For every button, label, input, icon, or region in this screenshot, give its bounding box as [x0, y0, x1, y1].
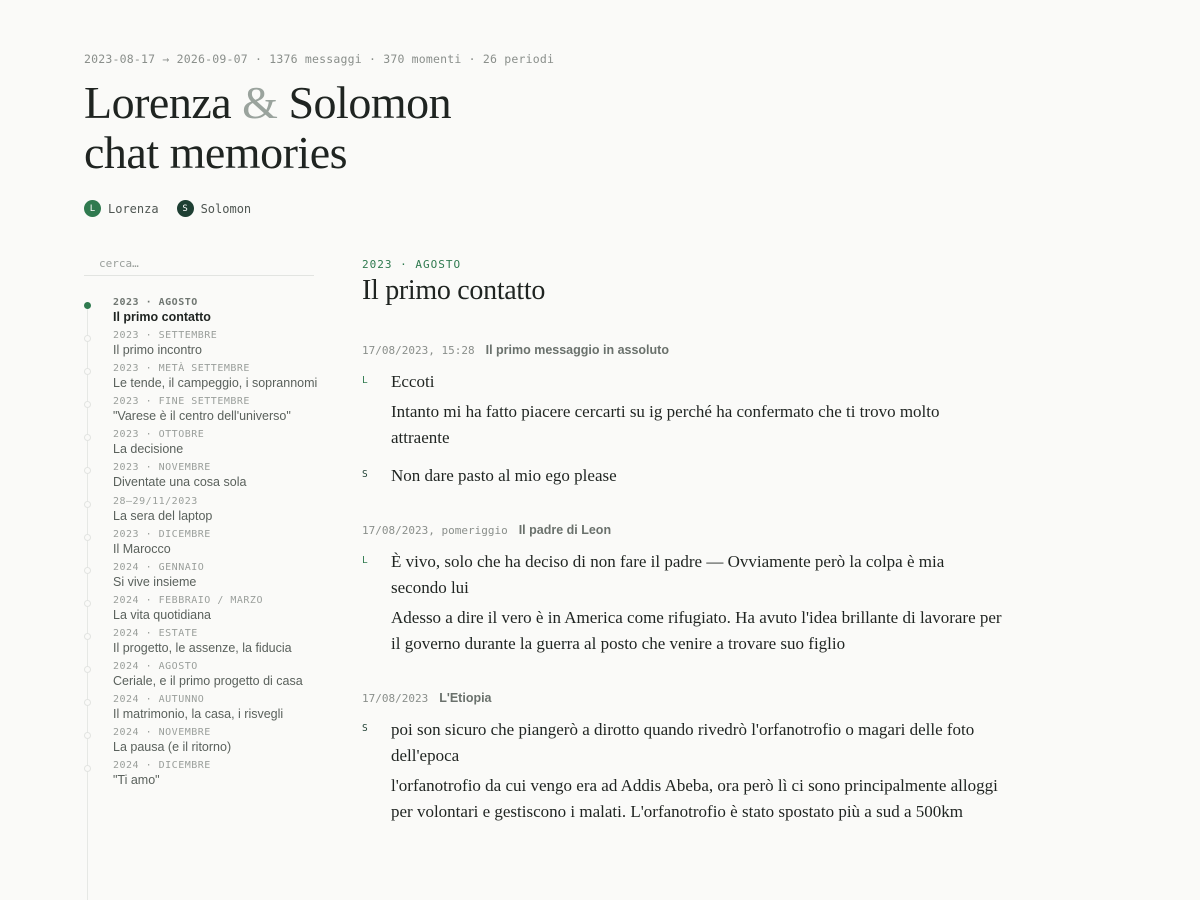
participants-legend — [84, 200, 251, 217]
moment-header — [362, 523, 1002, 537]
period-label: 2023 · AGOSTO — [362, 258, 462, 271]
timeline-item[interactable] — [84, 329, 324, 359]
timeline-item-title: Le tende, il campeggio, i soprannomi — [113, 376, 318, 391]
archive-summary: 2023-08-17 → 2026-09-07 · 1376 messaggi · 370 momenti · 26 periodi — [84, 52, 555, 66]
timeline-item-date: 2023 · DICEMBRE — [113, 528, 211, 540]
search-input[interactable] — [84, 252, 314, 276]
timeline-dot-icon — [84, 600, 91, 607]
sender-initial: L — [362, 555, 368, 566]
message-group — [362, 463, 1002, 489]
participant-name: Lorenza — [108, 201, 159, 216]
message-text: Adesso a dire il vero è in America come rifugiato. Ha avuto l'idea brillante di lavorare per il governo durante la guerra al posto che venire a trovare suo figlio — [391, 608, 1002, 653]
timeline-dot-icon — [84, 666, 91, 673]
timeline-item[interactable] — [84, 296, 324, 326]
message-text: È vivo, solo che ha deciso di non fare il padre — Ovviamente però la colpa è mia secondo lui — [391, 552, 945, 597]
participant-lorenza — [84, 200, 159, 217]
sender-initial: S — [362, 469, 368, 480]
participant-name: Solomon — [200, 201, 252, 216]
moment — [362, 523, 1002, 657]
moment-title: Il padre di Leon — [518, 523, 612, 537]
moment — [362, 343, 1002, 489]
message-text: poi son sicuro che piangerò a dirotto quando rivedrò l'orfanotrofio o magari delle foto dell'epoca — [391, 720, 975, 765]
timeline-dot-icon — [84, 567, 91, 574]
timeline-item-title: La vita quotidiana — [113, 607, 211, 622]
message-text: l'orfanotrofio da cui vengo era ad Addis Abeba, ora però lì ci sono principalmente alloggi per volontari e gestiscono i malati. L'orfanotrofio è stato spostato più a sud a 500km — [391, 776, 998, 821]
avatar-solomon: S — [177, 200, 194, 217]
timeline-item-title: "Varese è il centro dell'universo" — [113, 409, 291, 424]
timeline-dot-icon — [84, 434, 91, 441]
timeline-item-title: "Ti amo" — [113, 773, 160, 788]
timeline-item-date: 2023 · FINE SETTEMBRE — [113, 396, 250, 408]
timeline-item[interactable] — [84, 495, 324, 525]
timeline-item[interactable] — [84, 660, 324, 690]
period-content — [362, 258, 1002, 825]
timeline-dot-icon — [84, 467, 91, 474]
message-text: Eccoti — [391, 372, 435, 391]
timeline-item-title: Ceriale, e il primo progetto di casa — [113, 674, 303, 689]
timeline-item-date: 2023 · AGOSTO — [113, 297, 198, 308]
moment-timestamp: 17/08/2023 — [362, 692, 429, 705]
period-timeline — [84, 296, 324, 900]
title-name-1: Lorenza — [84, 77, 232, 128]
timeline-item-title: La pausa (e il ritorno) — [113, 740, 232, 755]
timeline-dot-icon — [84, 302, 91, 309]
timeline-item[interactable] — [84, 461, 324, 491]
timeline-item[interactable] — [84, 726, 324, 756]
timeline-item-title: Il Marocco — [113, 541, 171, 556]
title-ampersand: & — [242, 77, 278, 128]
timeline-dot-icon — [84, 633, 91, 640]
moment-timestamp: 17/08/2023, pomeriggio — [362, 524, 508, 537]
period-title: Il primo contatto — [362, 275, 546, 306]
timeline-item-title: Diventate una cosa sola — [113, 475, 247, 490]
timeline-item-title: Il progetto, le assenze, la fiducia — [113, 640, 292, 655]
timeline-item[interactable] — [84, 759, 324, 789]
timeline-item-title: Si vive insieme — [113, 574, 197, 589]
moment-header — [362, 343, 1002, 357]
timeline-item-date: 2024 · GENNAIO — [113, 561, 205, 573]
timeline-item-date: 2023 · OTTOBRE — [113, 429, 205, 441]
timeline-item-title: Il primo contatto — [113, 310, 211, 324]
message-group — [362, 549, 1002, 657]
timeline-dot-icon — [84, 335, 91, 342]
timeline-item[interactable] — [84, 395, 324, 425]
timeline-item-date: 2024 · ESTATE — [113, 627, 198, 639]
participant-solomon — [177, 200, 252, 217]
timeline-item-date: 2024 · FEBBRAIO / MARZO — [113, 594, 263, 606]
moment — [362, 691, 1002, 825]
timeline-item-date: 2023 · METÀ SETTEMBRE — [113, 363, 250, 375]
timeline-item-date: 2024 · AUTUNNO — [113, 694, 205, 706]
moment-title: L'Etiopia — [439, 691, 492, 705]
timeline-dot-icon — [84, 699, 91, 706]
timeline-dot-icon — [84, 732, 91, 739]
timeline-item-title: Il primo incontro — [113, 343, 202, 358]
timeline-dot-icon — [84, 765, 91, 772]
page-title — [84, 78, 451, 178]
moment-header — [362, 691, 1002, 705]
timeline-item[interactable] — [84, 528, 324, 558]
timeline-item[interactable] — [84, 594, 324, 624]
timeline-item[interactable] — [84, 428, 324, 458]
message-group — [362, 369, 1002, 451]
moment-title: Il primo messaggio in assoluto — [485, 343, 669, 357]
timeline-item-date: 2024 · AGOSTO — [113, 661, 198, 673]
timeline-dot-icon — [84, 501, 91, 508]
timeline-item-date: 2024 · DICEMBRE — [113, 760, 211, 772]
message-text: Intanto mi ha fatto piacere cercarti su ig perché ha confermato che ti trovo molto attraente — [391, 402, 940, 447]
title-name-2: Solomon — [288, 77, 452, 128]
timeline-item-date: 2023 · SETTEMBRE — [113, 330, 218, 342]
timeline-item[interactable] — [84, 561, 324, 591]
timeline-item[interactable] — [84, 693, 324, 723]
message-text: Non dare pasto al mio ego please — [391, 466, 617, 485]
timeline-item[interactable] — [84, 362, 324, 392]
timeline-item-title: Il matrimonio, la casa, i risvegli — [113, 707, 284, 722]
timeline-item-date: 2024 · NOVEMBRE — [113, 727, 211, 739]
timeline-dot-icon — [84, 534, 91, 541]
timeline-dot-icon — [84, 368, 91, 375]
timeline-item-date: 2023 · NOVEMBRE — [113, 462, 211, 474]
title-subtitle: chat memories — [84, 127, 348, 178]
sender-initial: L — [362, 375, 368, 386]
timeline-item-date: 28–29/11/2023 — [113, 495, 198, 507]
message-group — [362, 717, 1002, 825]
moment-timestamp: 17/08/2023, 15:28 — [362, 344, 475, 357]
avatar-lorenza: L — [84, 200, 101, 217]
timeline-item[interactable] — [84, 627, 324, 657]
timeline-item-title: La sera del laptop — [113, 508, 213, 523]
sender-initial: S — [362, 723, 368, 734]
timeline-dot-icon — [84, 401, 91, 408]
timeline-item-title: La decisione — [113, 442, 184, 457]
